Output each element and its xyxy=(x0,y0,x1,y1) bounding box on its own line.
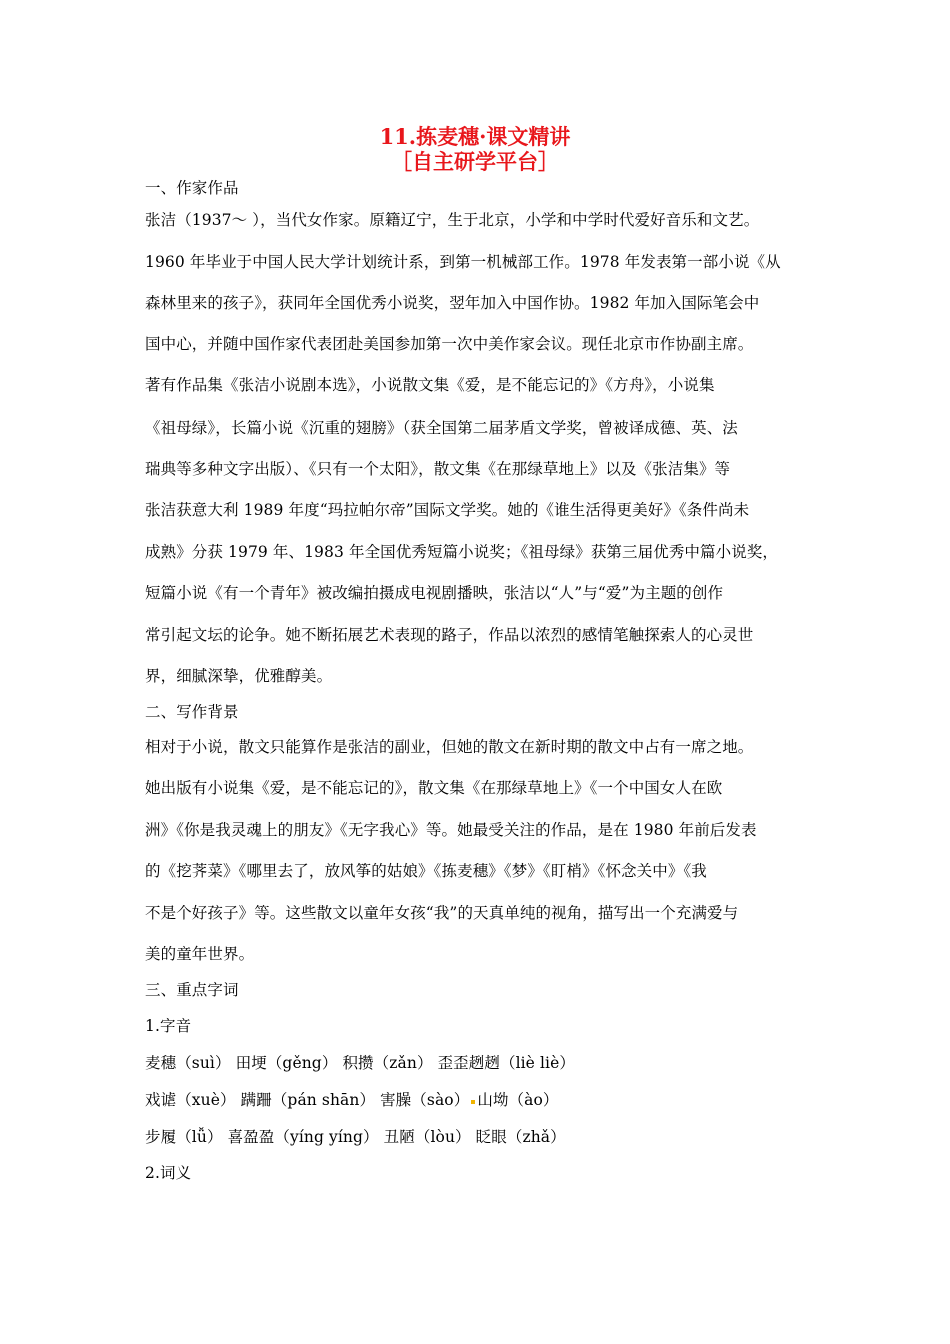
document-title: 11.拣麦穗·课文精讲 xyxy=(379,124,571,149)
paragraph-line: 瑞典等多种文字出版）、《只有一个太阳》，散文集《在那绿草地上》以及《张洁集》等 xyxy=(145,460,731,478)
subheading-word-meaning: 2.词义 xyxy=(145,1164,192,1182)
pronunciation-text: 戏谑（xuè） 蹒跚（pán shān） 害臊（sào） xyxy=(145,1091,470,1109)
pronunciation-line: 麦穗（suì） 田埂（gěng） 积攒（zǎn） 歪歪趔趔（liè liè） xyxy=(145,1054,575,1072)
subheading-pronunciation: 1.字音 xyxy=(145,1017,192,1035)
paragraph-line: 她出版有小说集《爱，是不能忘记的》，散文集《在那绿草地上》《一个中国女人在欧 xyxy=(145,779,723,797)
paragraph-line: 著有作品集《张洁小说剧本选》，小说散文集《爱，是不能忘记的》《方舟》，小说集 xyxy=(145,376,715,394)
paragraph-line: 界，细腻深挚，优雅醇美。 xyxy=(145,667,333,685)
paragraph-line: 美的童年世界。 xyxy=(145,945,255,963)
paragraph-line: 《祖母绿》，长篇小说《沉重的翅膀》（获全国第二届茅盾文学奖，曾被译成德、英、法 xyxy=(145,419,738,437)
paragraph-line: 短篇小说《有一个青年》被改编拍摄成电视剧播映，张洁以“人”与“爱”为主题的创作 xyxy=(145,584,724,602)
pronunciation-line: 步履（lǚ） 喜盈盈（yíng yíng） 丑陋（lòu） 眨眼（zhǎ） xyxy=(145,1128,566,1146)
paragraph-line: 成熟》分获 1979 年、1983 年全国优秀短篇小说奖；《祖母绿》获第三届优秀中篇小说奖， xyxy=(145,543,779,561)
section-heading-vocabulary: 三、重点字词 xyxy=(145,981,239,999)
paragraph-line: 国中心，并随中国作家代表团赴美国参加第一次中美作家会议。现任北京市作协副主席。 xyxy=(145,335,754,353)
section-heading-author: 一、作家作品 xyxy=(145,179,239,197)
paragraph-line: 洲》《你是我灵魂上的朋友》《无字我心》等。她最受关注的作品，是在 1980 年前后发表 xyxy=(145,821,757,839)
pronunciation-line xyxy=(145,1090,559,1110)
section-heading-background: 二、写作背景 xyxy=(145,703,239,721)
document-subtitle: ［自主研学平台］ xyxy=(391,149,559,174)
marker-dot xyxy=(471,1100,475,1104)
paragraph-line: 不是个好孩子》等。这些散文以童年女孩“我”的天真单纯的视角，描写出一个充满爱与 xyxy=(145,904,739,922)
paragraph-line: 森林里来的孩子》，获同年全国优秀小说奖，翌年加入中国作协。1982 年加入国际笔会中 xyxy=(145,294,760,312)
paragraph-line: 的《挖荠菜》《哪里去了，放风筝的姑娘》《拣麦穗》《梦》《盯梢》《怀念关中》《我 xyxy=(145,862,707,880)
paragraph-line: 常引起文坛的论争。她不断拓展艺术表现的路子，作品以浓烈的感情笔触探索人的心灵世 xyxy=(145,626,754,644)
paragraph-line: 相对于小说，散文只能算作是张洁的副业，但她的散文在新时期的散文中占有一席之地。 xyxy=(145,738,754,756)
paragraph-line: 张洁（1937～ ），当代女作家。原籍辽宁，生于北京，小学和中学时代爱好音乐和文艺。 xyxy=(145,211,760,229)
pronunciation-text: 山坳（ào） xyxy=(477,1091,559,1109)
paragraph-line: 1960 年毕业于中国人民大学计划统计系，到第一机械部工作。1978 年发表第一部小说《从 xyxy=(145,253,781,271)
paragraph-line: 张洁获意大利 1989 年度“玛拉帕尔帝”国际文学奖。她的《谁生活得更美好》《条件尚未 xyxy=(145,501,750,519)
